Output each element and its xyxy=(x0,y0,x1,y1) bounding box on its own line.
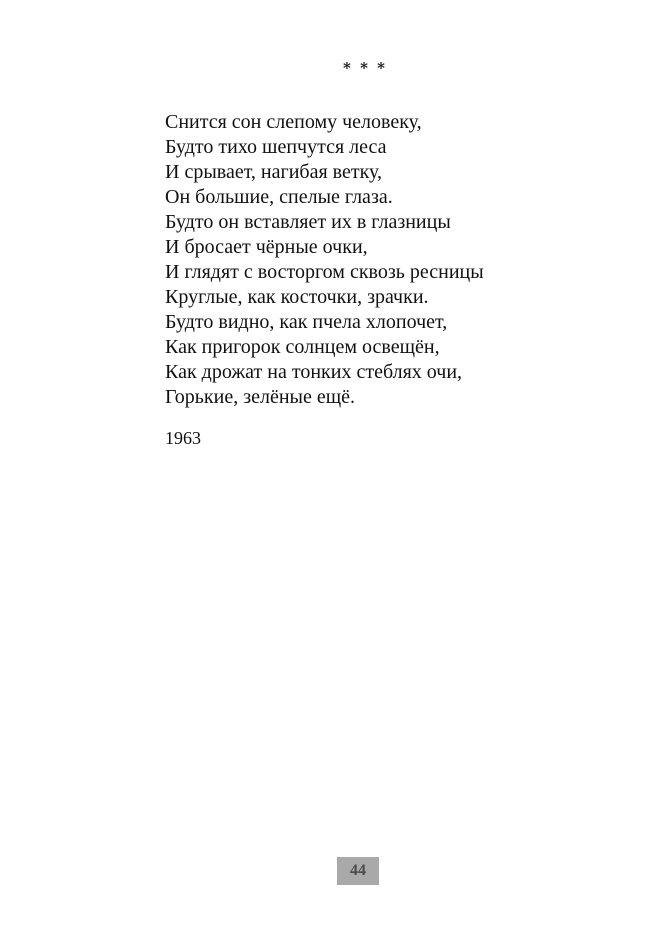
poem-line: Он большие, спелые глаза. xyxy=(165,186,393,208)
poem-line: Будто он вставляет их в глазницы xyxy=(165,211,451,233)
poem-line: И бросает чёрные очки, xyxy=(165,236,368,258)
poem-year: 1963 xyxy=(165,428,201,448)
poem-line: Снится сон слепому человеку, xyxy=(165,111,422,133)
poem-text xyxy=(165,110,585,410)
poem-line: Будто тихо шепчутся леса xyxy=(165,136,387,158)
poem-line: Круглые, как косточки, зрачки. xyxy=(165,286,429,308)
poem-line: Будто видно, как пчела хлопочет, xyxy=(165,311,448,333)
poem-line: И глядят с восторгом сквозь ресницы xyxy=(165,261,484,283)
poem-line: И срывает, нагибая ветку, xyxy=(165,161,383,183)
poem-line: Как дрожат на тонких стеблях очи, xyxy=(165,361,463,383)
poem-line: Как пригорок солнцем освещён, xyxy=(165,336,440,358)
poem-line: Горькие, зелёные ещё. xyxy=(165,386,356,408)
page-number: 44 xyxy=(337,857,379,885)
section-divider: * * * xyxy=(343,59,387,77)
